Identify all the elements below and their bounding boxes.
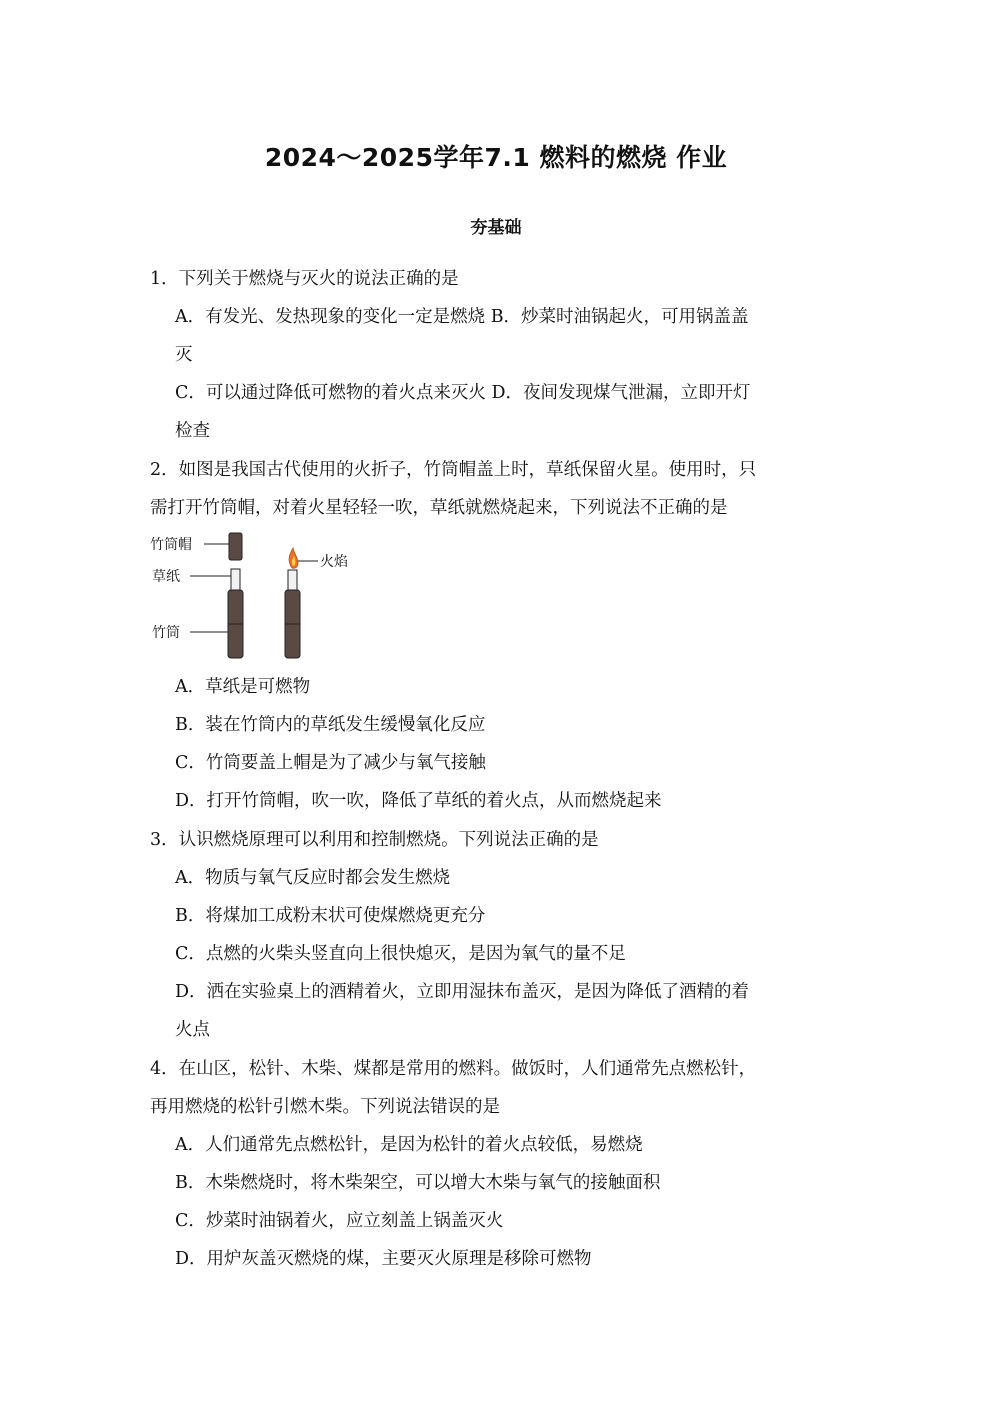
label-paper: 草纸 xyxy=(152,569,180,585)
question-3-stem: 3．认识燃烧原理可以利用和控制燃烧。下列说法正确的是 xyxy=(150,830,599,850)
question-4-option-line: C．炒菜时油锅着火，应立刻盖上锅盖灭火 xyxy=(175,1211,504,1231)
bamboo-cap-shape xyxy=(229,533,242,560)
question-3-option-line: B．将煤加工成粉末状可使煤燃烧更充分 xyxy=(175,906,486,926)
question-4-stem: 4．在山区，松针、木柴、煤都是常用的燃料。做饭时，人们通常先点燃松针， xyxy=(150,1059,757,1079)
question-4-stem-cont: 再用燃烧的松针引燃木柴。下列说法错误的是 xyxy=(150,1097,500,1117)
question-3-option-line: A．物质与氧气反应时都会发生燃烧 xyxy=(175,868,451,888)
page-title: 2024～2025学年7.1 燃料的燃烧 作业 xyxy=(264,143,728,172)
question-2-option-line: C．竹筒要盖上帽是为了减少与氧气接触 xyxy=(175,753,486,773)
section-heading: 夯基础 xyxy=(470,218,522,238)
question-2-stem: 2．如图是我国古代使用的火折子，竹筒帽盖上时，草纸保留火星。使用时，只 xyxy=(150,460,757,480)
question-4-option-line: D．用炉灰盖灭燃烧的煤，主要灭火原理是移除可燃物 xyxy=(175,1249,592,1269)
question-2-stem-cont: 需打开竹筒帽，对着火星轻轻一吹，草纸就燃烧起来，下列说法不正确的是 xyxy=(150,498,728,518)
label-flame: 火焰 xyxy=(320,554,348,570)
question-3-option-line: C．点燃的火柴头竖直向上很快熄灭，是因为氧气的量不足 xyxy=(175,944,626,964)
question-1-option-line: C．可以通过降低可燃物的着火点来灭火 D．夜间发现煤气泄漏，立即开灯 xyxy=(175,383,751,403)
question-2-option-line: D．打开竹筒帽，吹一吹，降低了草纸的着火点，从而燃烧起来 xyxy=(175,791,662,811)
question-2-option-line: A．草纸是可燃物 xyxy=(175,677,311,697)
question-3-option-line: D．洒在实验桌上的酒精着火，立即用湿抹布盖灭，是因为降低了酒精的着 xyxy=(175,982,750,1002)
question-4-option-line: A．人们通常先点燃松针，是因为松针的着火点较低，易燃烧 xyxy=(175,1135,643,1155)
question-4-option-line: B．木柴燃烧时，将木柴架空，可以增大木柴与氧气的接触面积 xyxy=(175,1173,661,1193)
label-bamboo-tube: 竹筒 xyxy=(152,625,180,641)
label-bamboo-cap: 竹筒帽 xyxy=(150,537,192,553)
paper-shape xyxy=(231,569,240,591)
question-3-option-line: 火点 xyxy=(175,1020,210,1040)
question-1-stem: 1．下列关于燃烧与灭火的说法正确的是 xyxy=(150,269,459,289)
question-1-option-line: 灭 xyxy=(175,345,193,365)
question-1-option-line: 检查 xyxy=(175,421,210,441)
question-2-option-line: B．装在竹筒内的草纸发生缓慢氧化反应 xyxy=(175,715,486,735)
question-1-option-line: A．有发光、发热现象的变化一定是燃烧 B．炒菜时油锅起火，可用锅盖盖 xyxy=(175,307,749,327)
fire-folder-figure xyxy=(148,528,368,664)
